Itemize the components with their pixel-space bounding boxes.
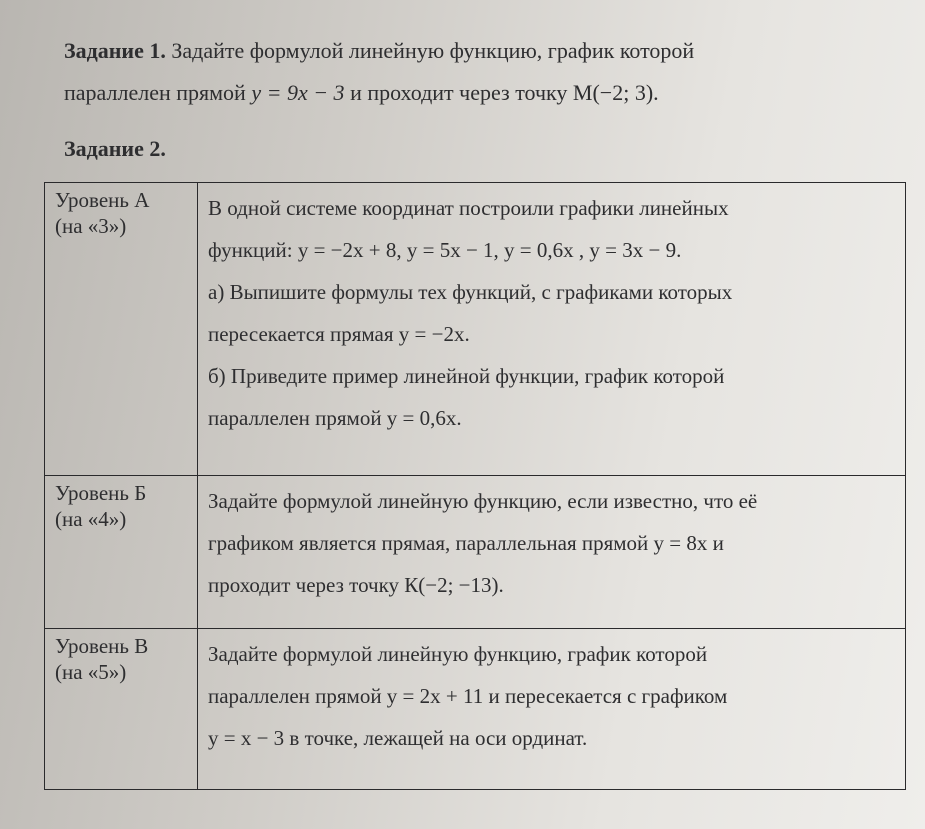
level-b-content xyxy=(198,476,906,629)
table-row xyxy=(45,629,906,790)
task-1 xyxy=(64,30,884,114)
level-c-line-1: Задайте формулой линейную функцию, график которой xyxy=(208,642,708,666)
task-1-line-2 xyxy=(64,72,884,114)
level-a-cell xyxy=(45,183,198,476)
level-c-line-3: y = x − 3 в точке, лежащей на оси ординат. xyxy=(208,726,588,750)
level-a-grade: (на «3») xyxy=(55,214,127,238)
table-row xyxy=(45,183,906,476)
task-1-title: Задание 1. xyxy=(64,38,166,63)
task-1-text-part-2: параллелен прямой xyxy=(64,80,252,105)
level-a-content xyxy=(198,183,906,476)
task-1-formula: y = 9x − 3 xyxy=(251,80,345,105)
level-c-grade: (на «5») xyxy=(55,660,127,684)
level-a-line-3: а) Выпишите формулы тех функций, с графиками которых xyxy=(208,280,733,304)
level-b-name: Уровень Б xyxy=(55,481,147,505)
level-b-cell xyxy=(45,476,198,629)
task-1-text-part-3: и проходит через точку М(−2; 3). xyxy=(344,80,659,105)
level-a-name: Уровень А xyxy=(55,188,150,212)
level-a-line-5: б) Приведите пример линейной функции, график которой xyxy=(208,364,725,388)
level-b-line-2: графиком является прямая, параллельная прямой y = 8x и xyxy=(208,531,724,555)
level-c-line-2: параллелен прямой y = 2x + 11 и пересекается с графиком xyxy=(208,684,728,708)
table-row xyxy=(45,476,906,629)
level-c-name: Уровень В xyxy=(55,634,149,658)
level-b-line-3: проходит через точку К(−2; −13). xyxy=(208,573,504,597)
level-a-line-4: пересекается прямая y = −2x. xyxy=(208,322,470,346)
level-c-content xyxy=(198,629,906,790)
task-2-title: Задание 2. xyxy=(64,136,166,161)
level-a-line-2: функций: y = −2x + 8, y = 5x − 1, y = 0,6x , y = 3x − 9. xyxy=(208,238,682,262)
task-1-line-1 xyxy=(64,30,884,72)
task-2-table xyxy=(44,182,906,790)
level-b-line-1: Задайте формулой линейную функцию, если известно, что её xyxy=(208,489,758,513)
level-a-line-6: параллелен прямой y = 0,6x. xyxy=(208,406,462,430)
level-b-grade: (на «4») xyxy=(55,507,127,531)
task-1-text-part-1: Задайте формулой линейную функцию, график которой xyxy=(165,38,695,63)
level-a-line-1: В одной системе координат построили графики линейных xyxy=(208,196,729,220)
level-c-cell xyxy=(45,629,198,790)
